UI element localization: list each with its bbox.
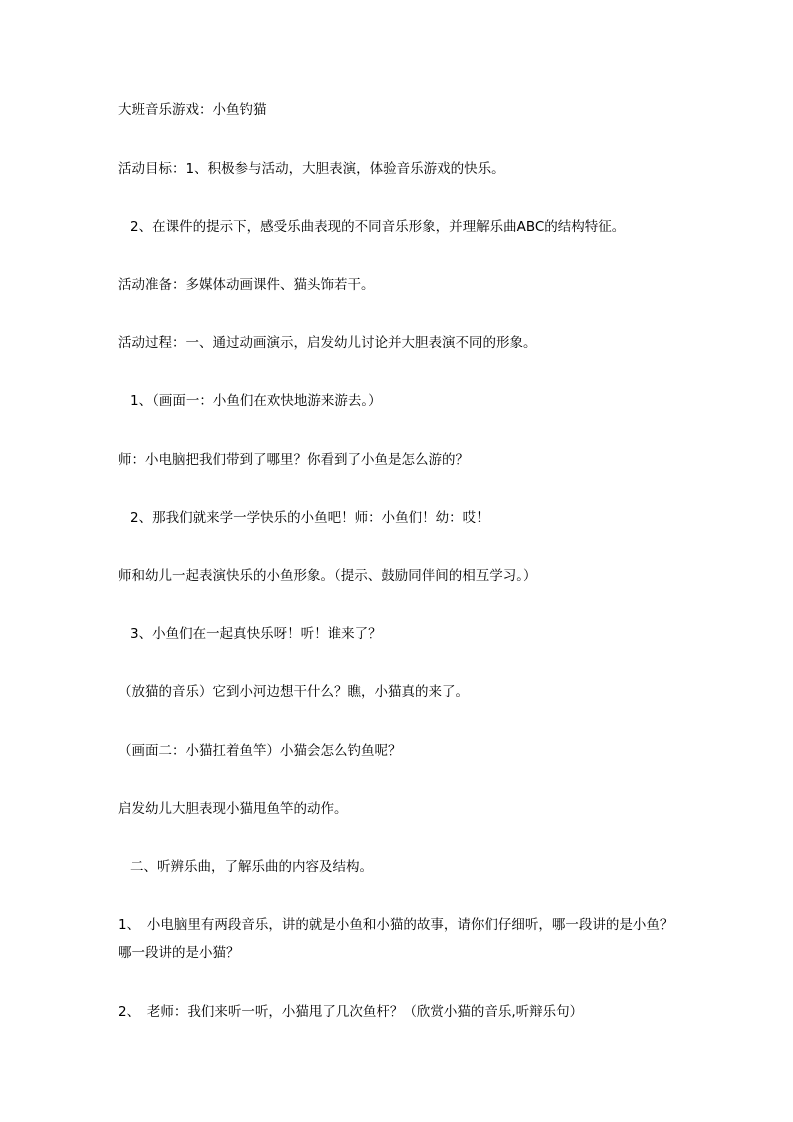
paragraph-goal-2: 2、在课件的提示下，感受乐曲表现的不同音乐形象，并理解乐曲ABC的结构特征。 xyxy=(130,219,626,235)
paragraph-step-2: 2、那我们就来学一学快乐的小鱼吧！师：小鱼们！幼：哎！ xyxy=(130,510,490,526)
paragraph-inspire: 启发幼儿大胆表现小猫甩鱼竿的动作。 xyxy=(118,801,348,817)
paragraph-section-2: 二、听辨乐曲，了解乐曲的内容及结构。 xyxy=(130,859,373,875)
paragraph-cat-music: （放猫的音乐）它到小河边想干什么？瞧，小猫真的来了。 xyxy=(118,684,469,700)
paragraph-listen-1: 1、 小电脑里有两段音乐，讲的就是小鱼和小猫的故事，请你们仔细听，哪一段讲的是小鱼？哪一段讲的是小猫？ xyxy=(118,917,674,961)
paragraph-perform: 师和幼儿一起表演快乐的小鱼形象。（提示、鼓励同伴间的相互学习。） xyxy=(118,568,537,584)
paragraph-goal-1: 活动目标：1、积极参与活动，大胆表演，体验音乐游戏的快乐。 xyxy=(118,161,505,177)
paragraph-listen-2: 2、 老师：我们来听一听，小猫甩了几次鱼杆？（欣赏小猫的音乐,听辩乐句） xyxy=(118,1004,584,1020)
paragraph-step-1: 1、（画面一：小鱼们在欢快地游来游去。） xyxy=(130,393,382,409)
paragraph-preparation: 活动准备：多媒体动画课件、猫头饰若干。 xyxy=(118,277,375,293)
document-title: 大班音乐游戏：小鱼钓猫 xyxy=(118,102,267,118)
paragraph-scene-2: （画面二：小猫扛着鱼竿）小猫会怎么钓鱼呢？ xyxy=(118,743,402,759)
paragraph-step-3: 3、小鱼们在一起真快乐呀！听！谁来了？ xyxy=(130,626,382,642)
paragraph-teacher-question: 师：小电脑把我们带到了哪里？你看到了小鱼是怎么游的？ xyxy=(118,452,469,468)
paragraph-process-1: 活动过程：一、通过动画演示，启发幼儿讨论并大胆表演不同的形象。 xyxy=(118,335,537,351)
